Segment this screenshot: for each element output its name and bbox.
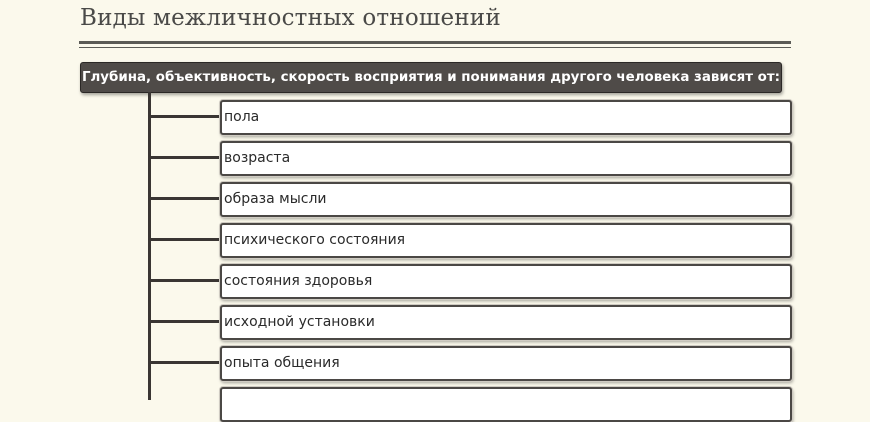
factor-label: образа мысли [224, 191, 327, 207]
factor-label: опыта общения [224, 355, 340, 371]
factor-label: психического состояния [224, 232, 406, 248]
factor-box [220, 223, 792, 258]
factor-box [220, 141, 792, 176]
factor-label: состояния здоровья [224, 273, 373, 289]
connector-line [150, 361, 220, 364]
connector-line [150, 279, 220, 282]
factor-label: пола [224, 109, 260, 125]
factor-box [220, 387, 792, 422]
title-divider-thin [79, 47, 791, 48]
connector-line [150, 197, 220, 200]
connector-line [150, 156, 220, 159]
connector-line [150, 238, 220, 241]
factor-label: исходной установки [224, 314, 375, 330]
factor-box [220, 305, 792, 340]
factor-box [220, 182, 792, 217]
factor-box [220, 264, 792, 299]
title-divider-thick [79, 41, 791, 44]
factor-label: возраста [224, 150, 291, 166]
diagram-trunk-line [148, 92, 151, 400]
connector-line [150, 320, 220, 323]
factor-box [220, 100, 792, 135]
connector-line [150, 115, 220, 118]
page-title: Виды межличностных отношений [80, 5, 501, 31]
diagram-header-box: Глубина, объективность, скорость восприятия и понимания другого человека зависят от: [80, 62, 782, 93]
factor-box [220, 346, 792, 381]
